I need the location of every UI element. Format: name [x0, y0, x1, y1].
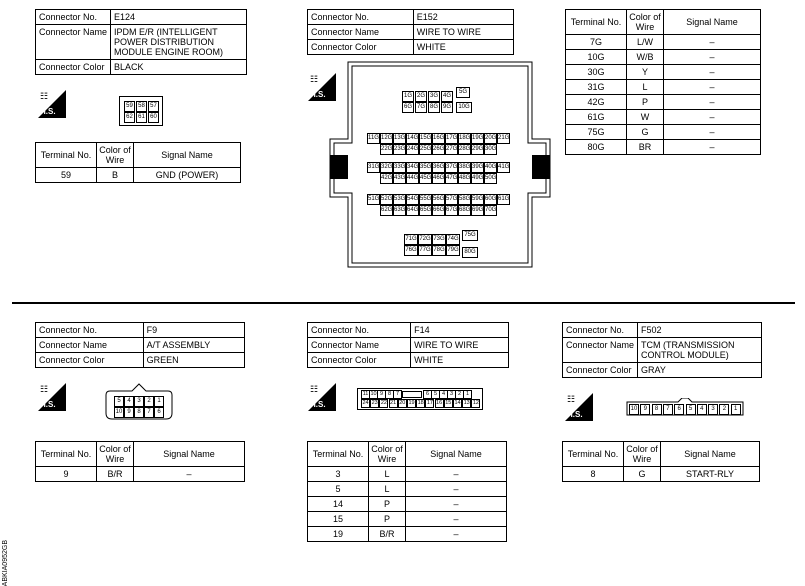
pin: 65G: [419, 205, 432, 216]
pin: 3: [447, 390, 456, 399]
pin: 46G: [432, 173, 445, 184]
pin: 7G: [415, 102, 427, 113]
hs-icon: ☷ H.S.: [38, 90, 66, 118]
pin: 14G: [406, 133, 419, 144]
pin: 74G: [446, 234, 460, 245]
pin: 41G: [497, 162, 510, 173]
pin: 13G: [393, 133, 406, 144]
pin: 7: [144, 407, 154, 418]
pin: 62: [124, 112, 135, 123]
pin: 49G: [471, 173, 484, 184]
pin: 24: [362, 400, 369, 406]
pin: 21G: [497, 133, 510, 144]
pin: 57: [148, 101, 159, 112]
pin: 8: [652, 404, 662, 415]
pin: 16: [436, 400, 443, 406]
f502-connector-face: [626, 402, 744, 418]
pin: 4: [439, 390, 448, 399]
pin: 40G: [484, 162, 497, 173]
pin: 19: [408, 400, 415, 406]
pin: 60: [148, 112, 159, 123]
pin: 69G: [471, 205, 484, 216]
pin: 22G: [380, 144, 393, 155]
pin: 70G: [484, 205, 497, 216]
hs-icon: ☷ H.S.: [308, 73, 336, 101]
pin: 37G: [445, 162, 458, 173]
pin: 6: [674, 404, 684, 415]
pin: 47G: [445, 173, 458, 184]
e124-info-table: Connector No. E124 Connector Name IPDM E/R (INTELLIGENT POWER DISTRIBUTION MODULE ENGINE ROOM) Connector Color BLACK: [35, 9, 247, 75]
pin: 8G: [428, 102, 440, 113]
pin: 54G: [406, 194, 419, 205]
e152-info-table: Connector No. E152 Connector Name WIRE TO WIRE Connector Color WHITE: [307, 9, 514, 55]
pin: 8: [134, 407, 144, 418]
pin: 5G: [456, 87, 470, 98]
pin: 3: [134, 396, 144, 407]
pin: 43G: [393, 173, 406, 184]
pin: 34G: [406, 162, 419, 173]
pin: 75G: [462, 230, 478, 241]
pin: 62G: [380, 205, 393, 216]
pin: 8: [385, 390, 394, 399]
pin: 1G: [402, 91, 414, 102]
table-row: 14 P –: [308, 497, 507, 512]
pin: 13: [463, 400, 470, 406]
pin: 33G: [393, 162, 406, 173]
table-row: 61G W –: [566, 110, 761, 125]
pin: 32G: [380, 162, 393, 173]
pin: 9G: [441, 102, 453, 113]
pin: 39G: [471, 162, 484, 173]
pin: 10: [629, 404, 639, 415]
hs-icon: ☷ H.S.: [308, 383, 336, 411]
document-code: ABKIA0952GB: [2, 540, 9, 586]
pin: 2: [144, 396, 154, 407]
pin: 4G: [441, 91, 453, 102]
pin: 16G: [432, 133, 445, 144]
pin: 44G: [406, 173, 419, 184]
pin: 5: [686, 404, 696, 415]
pin: 3: [708, 404, 718, 415]
table-row: 42G P –: [566, 95, 761, 110]
pin: 35G: [419, 162, 432, 173]
pin: 6: [154, 407, 164, 418]
pin: 1: [731, 404, 741, 415]
pin: 23G: [393, 144, 406, 155]
pin: 17G: [445, 133, 458, 144]
pin: 15G: [419, 133, 432, 144]
pin: 17: [426, 400, 433, 406]
table-row: 7G L/W –: [566, 35, 761, 50]
pin: 12G: [380, 133, 393, 144]
pin: 63G: [393, 205, 406, 216]
pin: 7: [663, 404, 673, 415]
f9-signal-table: Terminal No. Color of Wire Signal Name 9 B/R –: [35, 441, 245, 482]
pin: 36G: [432, 162, 445, 173]
pin: 4: [697, 404, 707, 415]
table-row: 75G G –: [566, 125, 761, 140]
pin: 78G: [432, 245, 446, 256]
table-row: 31G L –: [566, 80, 761, 95]
pin: 58G: [458, 194, 471, 205]
hs-icon: ☷ H.S.: [38, 383, 66, 411]
pin: 1: [463, 390, 472, 399]
pin: 57G: [445, 194, 458, 205]
pin: 12: [472, 400, 479, 406]
pin: 9: [124, 407, 134, 418]
table-row: 3 L –: [308, 467, 507, 482]
pin: 60G: [484, 194, 497, 205]
pin: 28G: [458, 144, 471, 155]
pin: 22: [380, 400, 387, 406]
connector-key: [402, 391, 422, 398]
f9-info-table: Connector No. F9 Connector Name A/T ASSEMBLY Connector Color GREEN: [35, 322, 245, 368]
pin: 71G: [404, 234, 418, 245]
pin: 52G: [380, 194, 393, 205]
pin: 56G: [432, 194, 445, 205]
pin: 11: [362, 391, 369, 397]
pin: 1: [154, 396, 164, 407]
e152-connector-face: [326, 57, 554, 274]
pin: 25G: [419, 144, 432, 155]
pin: 10: [114, 407, 124, 418]
f9-connector-face: [104, 383, 174, 421]
pin: 76G: [404, 245, 418, 256]
pin: 64G: [406, 205, 419, 216]
hs-icon: ☷ H.S.: [565, 393, 593, 421]
table-row: 5 L –: [308, 482, 507, 497]
pin: 42G: [380, 173, 393, 184]
pin: 20: [399, 400, 406, 406]
pin: 11G: [367, 133, 380, 144]
pin: 20G: [484, 133, 497, 144]
pin: 48G: [458, 173, 471, 184]
pin: 5: [431, 390, 440, 399]
pin: 55G: [419, 194, 432, 205]
pin: 23: [371, 400, 378, 406]
pin: 53G: [393, 194, 406, 205]
pin: 66G: [432, 205, 445, 216]
pin: 26G: [432, 144, 445, 155]
table-row: 10G W/B –: [566, 50, 761, 65]
e124-connector-face: [119, 96, 163, 126]
e152-signal-table: Terminal No. Color of Wire Signal Name 7G L/W – 10G W/B – 30G Y – 31G L – 42G P – 61G W – 75G G – 80G BR –: [565, 9, 761, 155]
pin: 51G: [367, 194, 380, 205]
pin: 27G: [445, 144, 458, 155]
pin: 18: [417, 400, 424, 406]
f14-signal-table: Terminal No. Color of Wire Signal Name 3 L – 5 L – 14 P – 15 P – 19 B/R –: [307, 441, 507, 542]
pin: 45G: [419, 173, 432, 184]
pin: 6: [423, 390, 432, 399]
table-row: 8 G START-RLY: [563, 467, 760, 482]
e124-signal-table: Terminal No. Color of Wire Signal Name 59 B GND (POWER): [35, 142, 241, 183]
pin: 50G: [484, 173, 497, 184]
pin: 73G: [432, 234, 446, 245]
table-row: 59 B GND (POWER): [36, 168, 241, 183]
pin: 67G: [445, 205, 458, 216]
section-divider: [12, 302, 795, 304]
pin: 14: [454, 400, 461, 406]
pin: 2: [455, 390, 464, 399]
pin: 9: [377, 390, 386, 399]
pin: 21: [390, 400, 397, 406]
f502-signal-table: Terminal No. Color of Wire Signal Name 8 G START-RLY: [562, 441, 760, 482]
pin: 77G: [418, 245, 432, 256]
pin: 29G: [471, 144, 484, 155]
pin: 19G: [471, 133, 484, 144]
table-row: 80G BR –: [566, 140, 761, 155]
f502-info-table: Connector No. F502 Connector Name TCM (TRANSMISSION CONTROL MODULE) Connector Color GRAY: [562, 322, 762, 378]
table-row: 19 B/R –: [308, 527, 507, 542]
pin: 3G: [428, 91, 440, 102]
table-row: 30G Y –: [566, 65, 761, 80]
pin: 10: [370, 391, 377, 397]
pin: 2: [719, 404, 729, 415]
pin: 31G: [367, 162, 380, 173]
pin: 6G: [402, 102, 414, 113]
pin: 5: [114, 396, 124, 407]
pin: 24G: [406, 144, 419, 155]
pin: 38G: [458, 162, 471, 173]
pin: 61G: [497, 194, 510, 205]
pin: 80G: [462, 247, 478, 258]
pin: 61: [136, 112, 147, 123]
pin: 68G: [458, 205, 471, 216]
f14-connector-face: [357, 388, 483, 410]
table-row: 9 B/R –: [36, 467, 245, 482]
pin: 30G: [484, 144, 497, 155]
table-row: 15 P –: [308, 512, 507, 527]
pin: 59G: [471, 194, 484, 205]
pin: 10G: [456, 102, 472, 113]
pin: 4: [124, 396, 134, 407]
pin: 7: [393, 390, 402, 399]
pin: 9: [640, 404, 650, 415]
pin: 18G: [458, 133, 471, 144]
pin: 72G: [418, 234, 432, 245]
pin: 58: [136, 101, 147, 112]
pin: 59: [124, 101, 135, 112]
pin: 79G: [446, 245, 460, 256]
pin: 15: [445, 400, 452, 406]
f14-info-table: Connector No. F14 Connector Name WIRE TO WIRE Connector Color WHITE: [307, 322, 509, 368]
pin: 2G: [415, 91, 427, 102]
